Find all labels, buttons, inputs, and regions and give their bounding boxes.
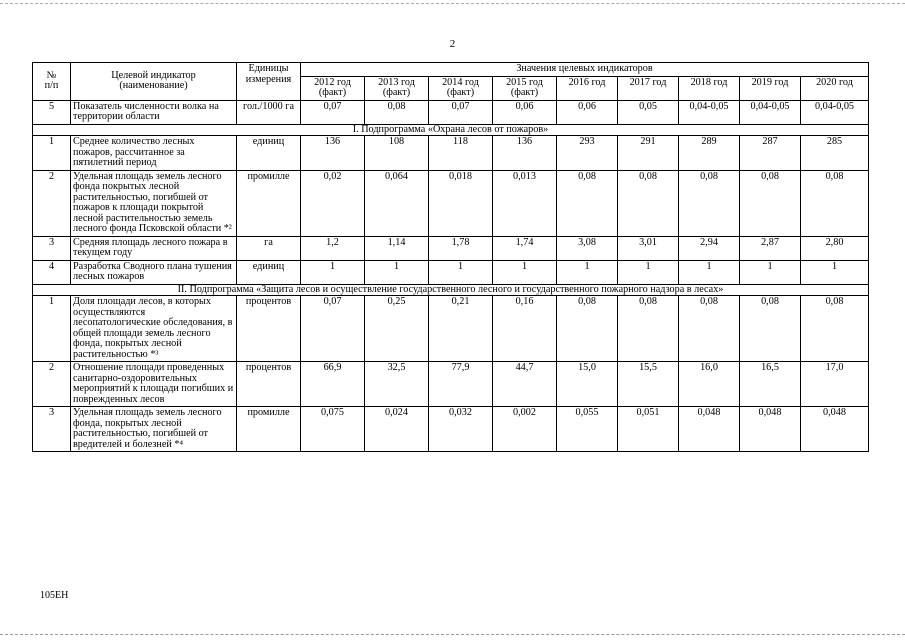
table-row — [33, 362, 869, 407]
unit-of-measure: процентов — [237, 296, 301, 362]
indicator-value: 289 — [679, 136, 740, 171]
indicator-value: 1 — [429, 260, 493, 284]
indicator-value: 0,032 — [429, 407, 493, 452]
indicator-value: 0,05 — [618, 100, 679, 124]
header-indicator — [71, 63, 237, 101]
unit-of-measure: процентов — [237, 362, 301, 407]
header-year — [618, 76, 679, 100]
subprogram-row — [33, 284, 869, 296]
indicator-value: 0,075 — [301, 407, 365, 452]
table-row — [33, 296, 869, 362]
indicator-value: 136 — [301, 136, 365, 171]
indicator-value: 0,08 — [679, 296, 740, 362]
indicator-value: 0,21 — [429, 296, 493, 362]
unit-of-measure: гол./1000 га — [237, 100, 301, 124]
indicator-value: 0,08 — [557, 170, 618, 236]
table-row — [33, 407, 869, 452]
indicator-value: 136 — [493, 136, 557, 171]
unit-of-measure: га — [237, 236, 301, 260]
indicator-value: 291 — [618, 136, 679, 171]
indicator-name: Разработка Сводного плана тушения лесных пожаров — [71, 260, 237, 284]
indicator-value: 0,002 — [493, 407, 557, 452]
indicator-value: 3,08 — [557, 236, 618, 260]
indicator-value: 16,5 — [740, 362, 801, 407]
indicator-value: 1 — [679, 260, 740, 284]
header-year — [301, 76, 365, 100]
row-number: 1 — [33, 296, 71, 362]
indicator-value: 0,051 — [618, 407, 679, 452]
header-year — [493, 76, 557, 100]
indicator-value: 1,14 — [365, 236, 429, 260]
subprogram-title: I. Подпрограмма «Охрана лесов от пожаров» — [33, 124, 869, 136]
top-edge-rule — [0, 3, 905, 4]
indicator-value: 2,94 — [679, 236, 740, 260]
indicator-value: 1 — [801, 260, 869, 284]
indicator-value: 0,04-0,05 — [679, 100, 740, 124]
indicator-value: 285 — [801, 136, 869, 171]
indicator-value: 118 — [429, 136, 493, 171]
indicator-value: 0,07 — [301, 100, 365, 124]
subprogram-title: II. Подпрограмма «Защита лесов и осуществление государственного лесного и государственного пожарного надзора в лесах» — [33, 284, 869, 296]
table-row — [33, 236, 869, 260]
indicator-value: 1 — [493, 260, 557, 284]
indicator-value: 0,013 — [493, 170, 557, 236]
indicator-value: 0,055 — [557, 407, 618, 452]
header-year-text: 2018 год — [690, 76, 728, 88]
header-year — [429, 76, 493, 100]
indicator-value: 2,80 — [801, 236, 869, 260]
header-year — [557, 76, 618, 100]
indicator-value: 108 — [365, 136, 429, 171]
indicator-value: 293 — [557, 136, 618, 171]
indicator-value: 0,04-0,05 — [740, 100, 801, 124]
indicator-value: 0,07 — [429, 100, 493, 124]
indicator-value: 0,024 — [365, 407, 429, 452]
row-number: 3 — [33, 236, 71, 260]
indicator-value: 0,02 — [301, 170, 365, 236]
footer-code: 105ЕН — [40, 590, 69, 601]
indicator-value: 1,78 — [429, 236, 493, 260]
header-year-text: 2014 год (факт) — [442, 76, 479, 98]
indicator-value: 1 — [301, 260, 365, 284]
unit-of-measure: единиц — [237, 260, 301, 284]
header-year — [801, 76, 869, 100]
indicator-value: 0,08 — [801, 296, 869, 362]
row-number: 2 — [33, 170, 71, 236]
indicator-value: 77,9 — [429, 362, 493, 407]
indicator-value: 1,74 — [493, 236, 557, 260]
header-num — [33, 63, 71, 101]
indicator-value: 0,048 — [679, 407, 740, 452]
indicator-value: 1 — [618, 260, 679, 284]
indicator-value: 0,06 — [557, 100, 618, 124]
indicator-value: 0,04-0,05 — [801, 100, 869, 124]
indicator-value: 1 — [557, 260, 618, 284]
indicator-name: Удельная площадь земель лесного фонда покрытых лесной растительностью, погибшей от пожаров к площади покрытой лесной растительностью земель лесного фонда Псковской области *² — [71, 170, 237, 236]
indicator-name: Показатель численности волка на территории области — [71, 100, 237, 124]
indicator-value: 0,06 — [493, 100, 557, 124]
indicator-name: Средняя площадь лесного пожара в текущем году — [71, 236, 237, 260]
header-year — [740, 76, 801, 100]
indicator-value: 15,5 — [618, 362, 679, 407]
header-year — [679, 76, 740, 100]
indicator-value: 0,048 — [801, 407, 869, 452]
table-body — [33, 100, 869, 452]
indicator-value: 0,08 — [679, 170, 740, 236]
indicator-value: 32,5 — [365, 362, 429, 407]
header-year-text: 2016 год — [568, 76, 606, 88]
indicator-value: 0,25 — [365, 296, 429, 362]
unit-of-measure: промилле — [237, 170, 301, 236]
indicator-value: 2,87 — [740, 236, 801, 260]
indicator-value: 0,08 — [365, 100, 429, 124]
bottom-edge-rule — [0, 634, 905, 635]
indicator-value: 66,9 — [301, 362, 365, 407]
header-unit — [237, 63, 301, 101]
indicator-value: 0,08 — [740, 170, 801, 236]
indicator-value: 44,7 — [493, 362, 557, 407]
indicator-value: 3,01 — [618, 236, 679, 260]
indicator-value: 1 — [740, 260, 801, 284]
indicator-value: 1 — [365, 260, 429, 284]
header-unit-text: Единицы измерения — [245, 63, 292, 85]
header-year-text: 2012 год (факт) — [314, 76, 351, 98]
table-row — [33, 136, 869, 171]
row-number: 2 — [33, 362, 71, 407]
indicator-value: 0,048 — [740, 407, 801, 452]
unit-of-measure: единиц — [237, 136, 301, 171]
header-values-group: Значения целевых индикаторов — [301, 63, 869, 77]
indicator-value: 0,08 — [557, 296, 618, 362]
row-number: 5 — [33, 100, 71, 124]
header-year-text: 2020 год — [816, 76, 853, 88]
header-year-text: 2013 год (факт) — [378, 76, 415, 98]
indicator-value: 16,0 — [679, 362, 740, 407]
indicator-value: 287 — [740, 136, 801, 171]
indicator-value: 0,07 — [301, 296, 365, 362]
indicator-value: 0,018 — [429, 170, 493, 236]
indicator-value: 0,064 — [365, 170, 429, 236]
indicator-name: Отношение площади проведенных санитарно-оздоровительных мероприятий к площади погибших и поврежденных лесов — [71, 362, 237, 407]
header-year-text: 2017 год — [629, 76, 667, 88]
indicator-value: 1,2 — [301, 236, 365, 260]
target-indicators-table — [32, 62, 869, 452]
table-row — [33, 260, 869, 284]
indicator-name: Удельная площадь земель лесного фонда, покрытых лесной растительностью, погибшей от вредителей и болезней *⁴ — [71, 407, 237, 452]
row-number: 3 — [33, 407, 71, 452]
row-number: 1 — [33, 136, 71, 171]
subprogram-row — [33, 124, 869, 136]
indicator-name: Доля площади лесов, в которых осуществляются лесопатологические обследования, в общей площади земель лесного фонда, покрытых лесной растительностью *³ — [71, 296, 237, 362]
unit-of-measure: промилле — [237, 407, 301, 452]
header-indicator-text: Целевой индикатор (наименование) — [111, 69, 196, 92]
indicator-value: 0,16 — [493, 296, 557, 362]
table-row — [33, 170, 869, 236]
page-number: 2 — [449, 38, 456, 50]
header-num-text: № п/п — [44, 69, 59, 92]
indicator-value: 17,0 — [801, 362, 869, 407]
indicator-value: 0,08 — [618, 170, 679, 236]
header-row-1 — [33, 63, 869, 77]
row-number: 4 — [33, 260, 71, 284]
header-year-text: 2019 год — [751, 76, 789, 88]
indicator-value: 0,08 — [801, 170, 869, 236]
indicator-name: Среднее количество лесных пожаров, рассчитанное за пятилетний период — [71, 136, 237, 171]
indicator-value: 0,08 — [740, 296, 801, 362]
header-year-text: 2015 год (факт) — [506, 76, 543, 98]
indicator-value: 15,0 — [557, 362, 618, 407]
table-row — [33, 100, 869, 124]
indicator-value: 0,08 — [618, 296, 679, 362]
header-year — [365, 76, 429, 100]
